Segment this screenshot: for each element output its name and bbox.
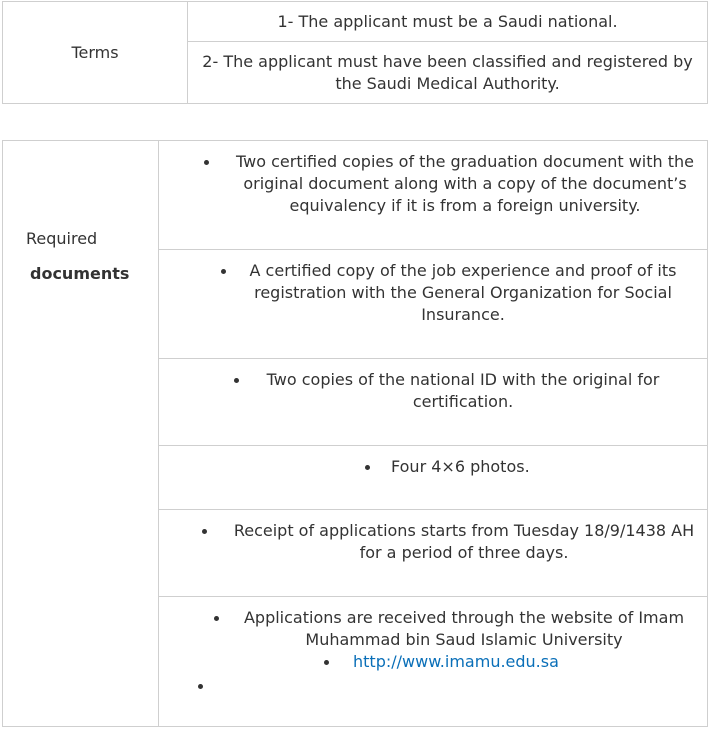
document-row-1 [159, 141, 708, 250]
term-row-1 [188, 2, 708, 42]
document-row-4 [159, 446, 708, 510]
document-text: Receipt of applications starts from Tuesday 18/9/1438 AH for a period of three days. [233, 521, 695, 562]
document-text: Applications are received through the website of Imam Muhammad bin Saud Islamic University [243, 608, 685, 649]
bullet-icon [365, 465, 370, 470]
document-text: Two certified copies of the graduation document with the original document along with a copy of the document’s equivalency if it is from a foreign university. [236, 152, 694, 215]
bullet-icon [324, 660, 329, 665]
terms-label-cell [3, 2, 188, 104]
document-row-3 [159, 359, 708, 446]
documents-label-line2: documents [30, 264, 130, 283]
documents-table [2, 140, 708, 727]
term-text: 2- The applicant must have been classified and registered by the Saudi Medical Authority. [202, 51, 693, 93]
term-row-2 [188, 42, 708, 104]
term-text: 1- The applicant must be a Saudi national. [277, 11, 618, 31]
documents-label-line1: Required [26, 229, 98, 248]
bullet-icon [202, 529, 207, 534]
bullet-icon [234, 378, 239, 383]
documents-label-cell [3, 141, 159, 727]
terms-table [2, 1, 708, 104]
university-website-link[interactable]: http://www.imamu.edu.sa [353, 652, 559, 671]
document-row-6 [159, 597, 708, 727]
document-text: Two copies of the national ID with the original for certification. [266, 370, 660, 411]
document-row-2 [159, 250, 708, 359]
bullet-icon [221, 269, 226, 274]
terms-label: Terms [71, 43, 119, 62]
document-text: A certified copy of the job experience and proof of its registration with the General Organization for Social Insurance. [249, 261, 677, 324]
empty-bullet-icon [198, 684, 203, 689]
document-text: Four 4×6 photos. [391, 457, 530, 476]
bullet-icon [214, 616, 219, 621]
bullet-icon [204, 160, 209, 165]
document-row-5 [159, 510, 708, 597]
